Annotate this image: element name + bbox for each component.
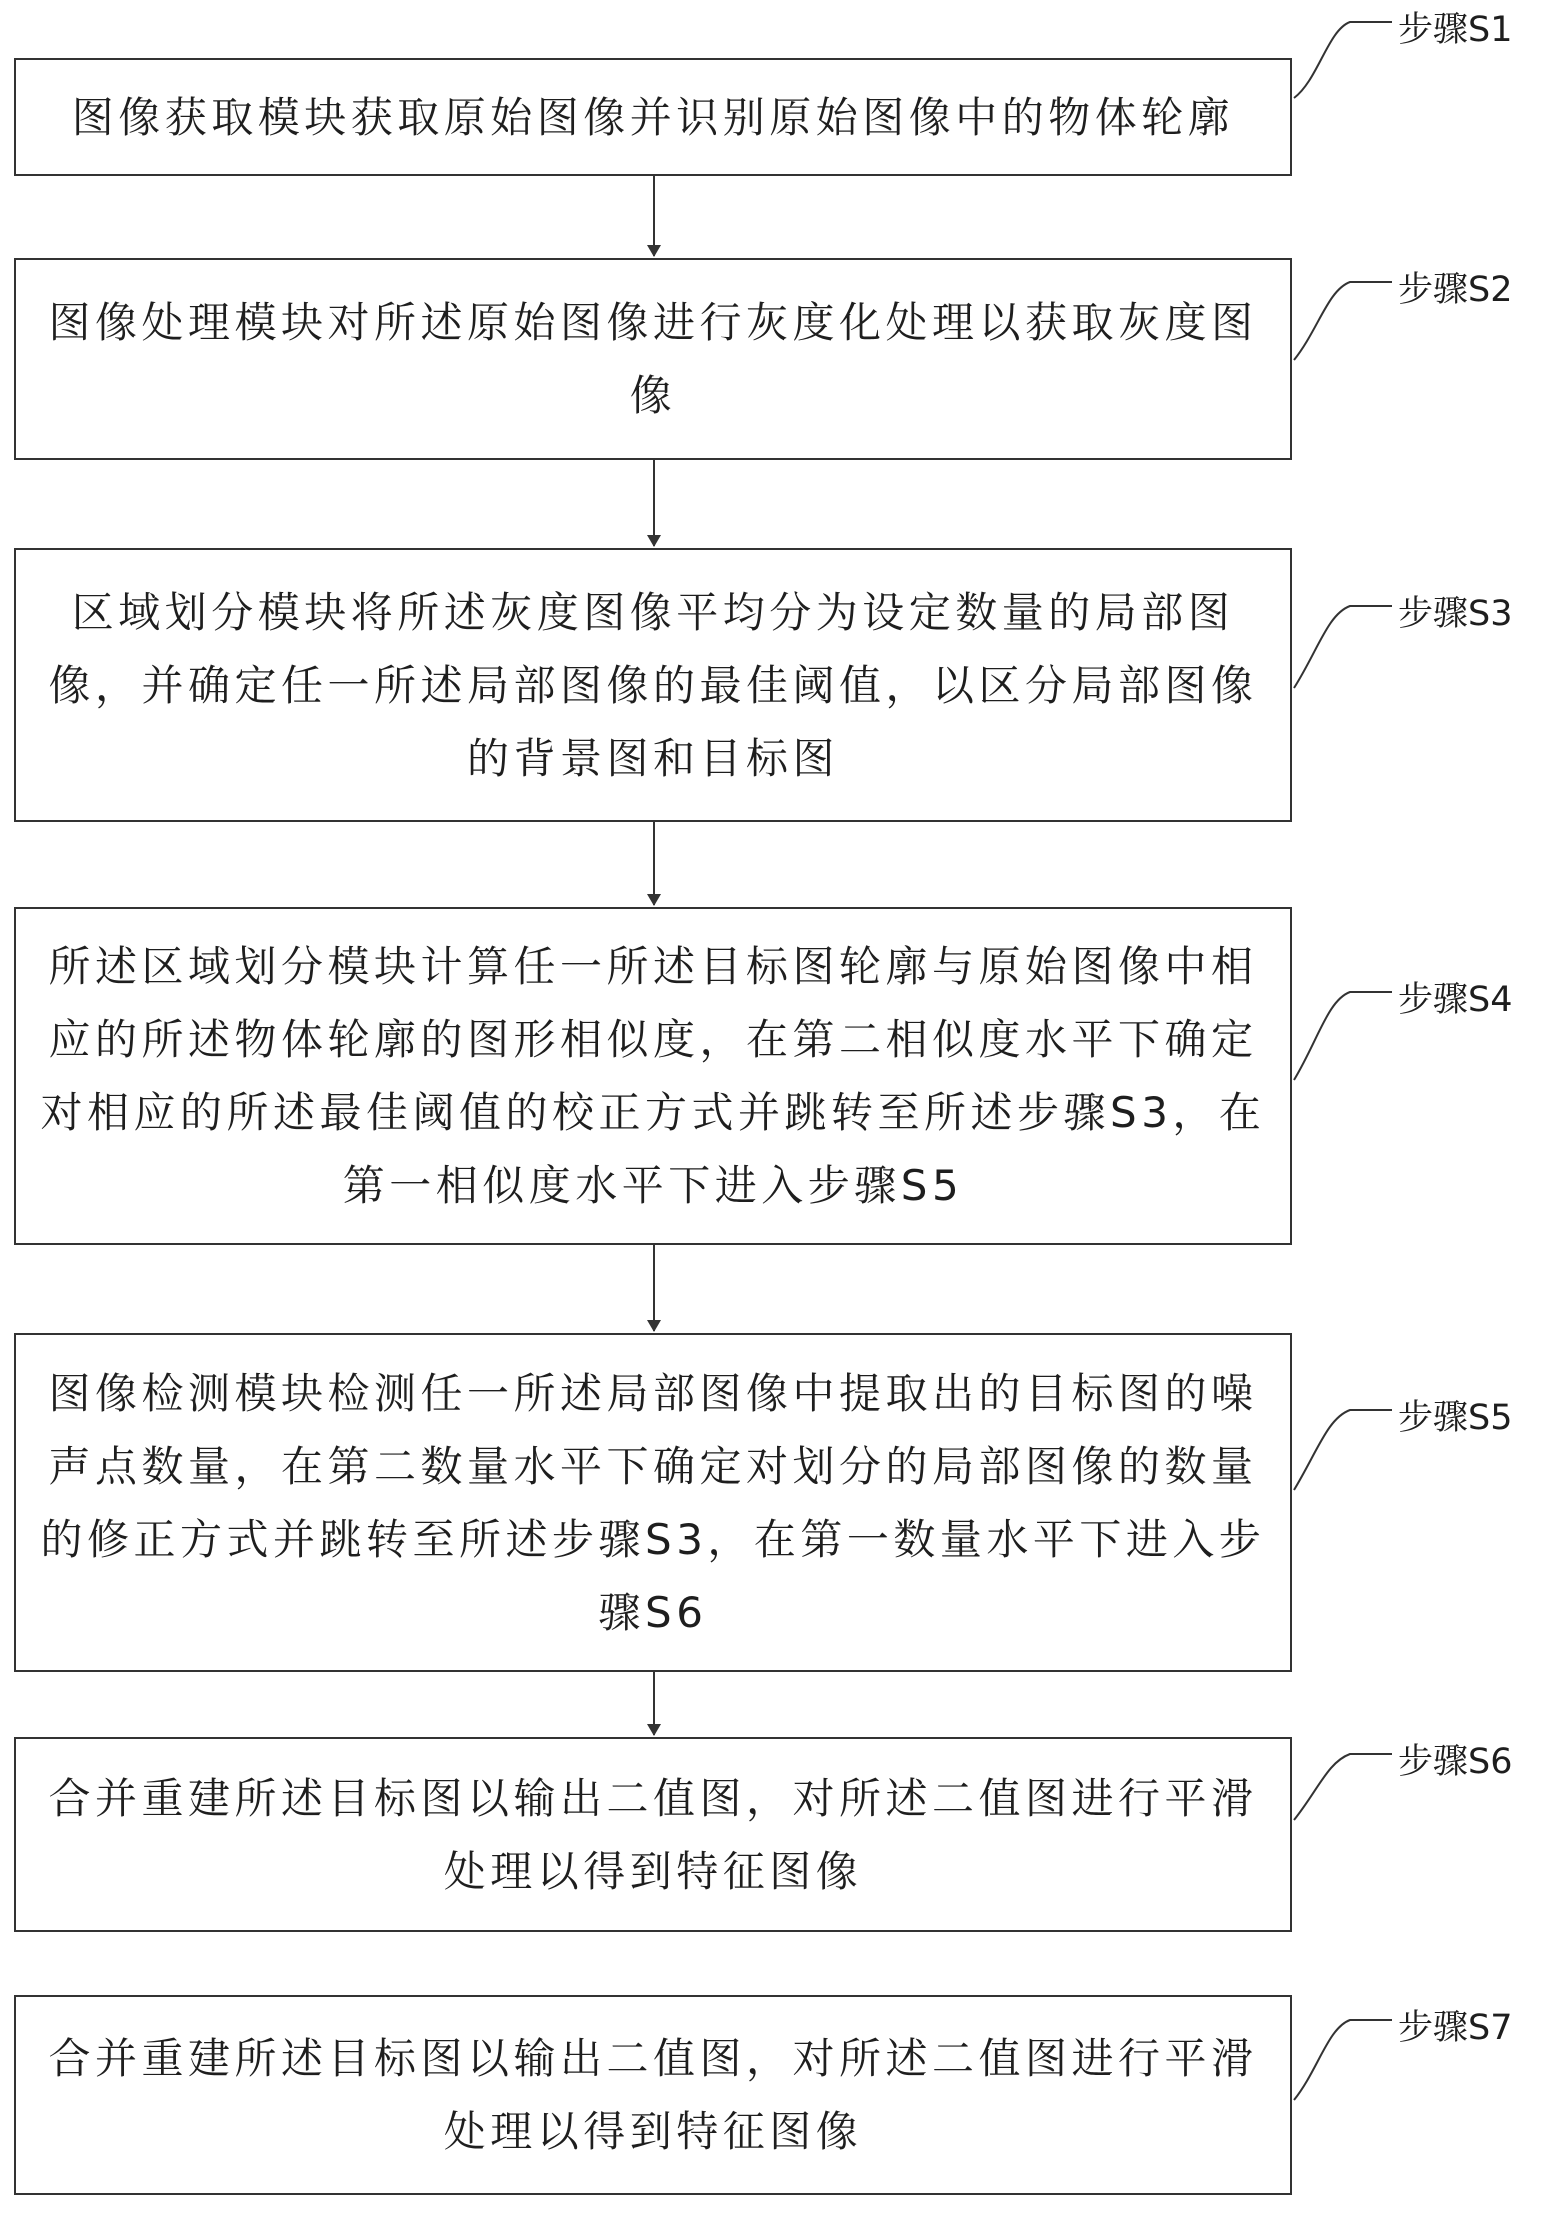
step-label-s2: 步骤S2 <box>1398 270 1513 310</box>
step-label-s6: 步骤S6 <box>1398 1742 1513 1782</box>
step-box-s4 <box>14 907 1292 1245</box>
step-label-s7: 步骤S7 <box>1398 2008 1513 2048</box>
step-text: 区域划分模块将所述灰度图像平均分为设定数量的局部图像，并确定任一所述局部图像的最佳阈值，以区分局部图像的背景图和目标图 <box>48 587 1258 783</box>
leader-line-s4 <box>1294 992 1392 1080</box>
step-text: 图像检测模块检测任一所述局部图像中提取出的目标图的噪声点数量，在第二数量水平下确定对划分的局部图像的数量的修正方式并跳转至所述步骤S3，在第一数量水平下进入步骤S6 <box>40 1368 1266 1637</box>
step-text: 合并重建所述目标图以输出二值图，对所述二值图进行平滑处理以得到特征图像 <box>48 2034 1258 2156</box>
step-label-s1: 步骤S1 <box>1398 10 1513 50</box>
step-box-s2 <box>14 258 1292 460</box>
leader-line-s1 <box>1294 22 1392 98</box>
step-label-s3: 步骤S3 <box>1398 594 1513 634</box>
step-text: 合并重建所述目标图以输出二值图，对所述二值图进行平滑处理以得到特征图像 <box>48 1773 1258 1896</box>
step-label-s5: 步骤S5 <box>1398 1398 1513 1438</box>
leader-line-s5 <box>1294 1410 1392 1490</box>
leader-line-s2 <box>1294 282 1392 360</box>
step-label-s4: 步骤S4 <box>1398 980 1513 1020</box>
step-box-s5 <box>14 1333 1292 1672</box>
step-text: 图像获取模块获取原始图像并识别原始图像中的物体轮廓 <box>71 92 1235 142</box>
step-box-s3 <box>14 548 1292 822</box>
step-box-s6 <box>14 1737 1292 1932</box>
step-box-s1 <box>14 58 1292 176</box>
step-text: 所述区域划分模块计算任一所述目标图轮廓与原始图像中相应的所述物体轮廓的图形相似度，在第二相似度水平下确定对相应的所述最佳阈值的校正方式并跳转至所述步骤S3，在第一相似度水平下进入步骤S5 <box>40 942 1266 1210</box>
step-text: 图像处理模块对所述原始图像进行灰度化处理以获取灰度图像 <box>48 298 1258 420</box>
leader-line-s3 <box>1294 606 1392 688</box>
leader-line-s6 <box>1294 1754 1392 1820</box>
leader-line-s7 <box>1294 2020 1392 2100</box>
step-box-s7 <box>14 1995 1292 2195</box>
